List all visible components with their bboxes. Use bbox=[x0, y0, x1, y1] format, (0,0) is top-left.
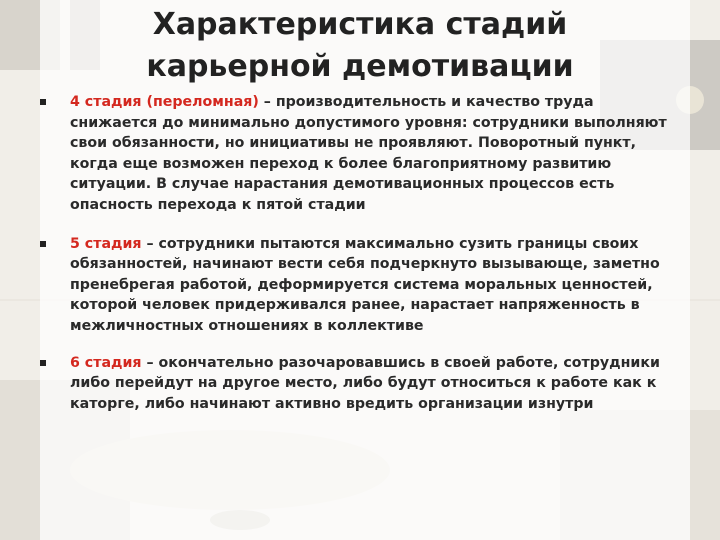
slide-title-line2: карьерной демотивации bbox=[146, 49, 574, 84]
stage-description: – окончательно разочаровавшись в своей работе, сотрудники либо перейдут на другое место, либо будут относиться к работе как к каторге, либо начинают активно вредить организации изнутри bbox=[70, 354, 660, 412]
list-item-stage-4 bbox=[40, 92, 680, 216]
list-item-stage-6 bbox=[40, 353, 680, 415]
stage-description: – производительность и качество труда снижается до минимально допустимого уровня: сотрудники выполняют свои обязанности, но инициативы не проявляют. Поворотный пункт, когда еще возможен переход к более благоприятному развитию ситуации. В случае нарастания демотивационных процессов есть опасность перехода к пятой стадии bbox=[70, 94, 667, 213]
stage-list bbox=[40, 92, 680, 432]
stage-label: 4 стадия (переломная) bbox=[70, 94, 259, 110]
stage-label: 6 стадия bbox=[70, 354, 142, 371]
square-bullet-icon bbox=[40, 360, 46, 366]
square-bullet-icon bbox=[40, 241, 46, 247]
stage-label: 5 стадия bbox=[70, 235, 142, 252]
list-item-stage-5 bbox=[40, 234, 680, 337]
slide-title-line1: Характеристика стадий bbox=[152, 7, 568, 42]
square-bullet-icon bbox=[40, 99, 46, 105]
stage-description: – сотрудники пытаются максимально сузить границы своих обязанностей, начинают вести себя подчеркнуто вызывающе, заметно пренебрегая работой, деформируется система моральных ценностей, которой человек придерживался ранее, нарастает напряженность в межличностных отношениях в коллективе bbox=[70, 235, 660, 334]
slide-title bbox=[60, 4, 660, 88]
